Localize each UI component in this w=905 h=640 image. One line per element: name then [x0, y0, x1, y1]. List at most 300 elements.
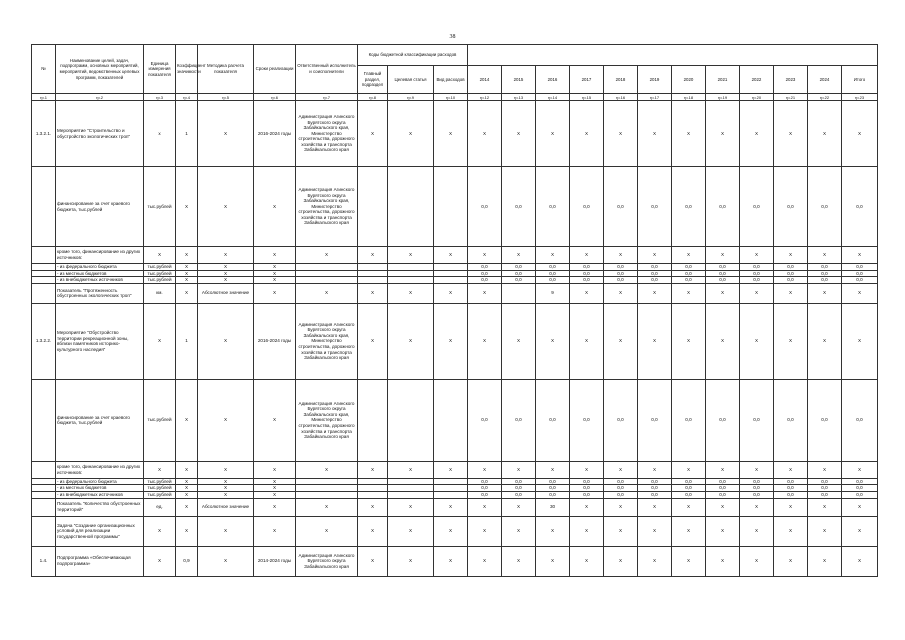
- header-year: 2019: [638, 66, 672, 94]
- table-row: [32, 264, 878, 271]
- table-row: [32, 379, 878, 461]
- table-cell: [388, 277, 434, 284]
- table-cell: - из федерального бюджета: [56, 478, 144, 485]
- header-section: Главный раздел, подраздел: [358, 66, 388, 94]
- table-cell: Х: [638, 498, 672, 516]
- table-cell: Х: [254, 283, 296, 303]
- table-cell: 0,0: [604, 270, 638, 277]
- table-cell: Х: [198, 303, 254, 379]
- table-cell: [296, 485, 358, 492]
- table-cell: [388, 485, 434, 492]
- table-cell: [434, 167, 468, 247]
- table-cell: ед.: [144, 498, 176, 516]
- table-cell: 1.4.: [32, 546, 56, 576]
- table-cell: тыс.рублей: [144, 491, 176, 498]
- table-cell: 0,0: [638, 491, 672, 498]
- table-cell: Х: [570, 546, 604, 576]
- table-cell: 0,0: [740, 270, 774, 277]
- table-cell: Х: [468, 461, 502, 478]
- table-cell: [32, 516, 56, 546]
- table-cell: 0,0: [638, 485, 672, 492]
- table-cell: 0,0: [536, 277, 570, 284]
- table-cell: 0,0: [774, 379, 808, 461]
- table-cell: Х: [254, 247, 296, 264]
- table-cell: тыс.рублей: [144, 264, 176, 271]
- table-cell: 0,0: [638, 277, 672, 284]
- table-cell: Х: [672, 303, 706, 379]
- table-cell: Х: [808, 461, 842, 478]
- table-cell: 0,9: [176, 546, 198, 576]
- table-cell: Х: [536, 516, 570, 546]
- table-cell: 2016-2024 годы: [254, 303, 296, 379]
- header-method: Методика расчета показателя: [198, 45, 254, 94]
- table-cell: Х: [434, 283, 468, 303]
- table-cell: км.: [144, 283, 176, 303]
- table-cell: Х: [570, 283, 604, 303]
- table-cell: 0,0: [536, 491, 570, 498]
- table-cell: - из федерального бюджета: [56, 264, 144, 271]
- table-cell: Х: [198, 491, 254, 498]
- table-cell: [388, 478, 434, 485]
- table-cell: 0,0: [706, 277, 740, 284]
- table-cell: Х: [358, 498, 388, 516]
- table-cell: Х: [774, 516, 808, 546]
- table-cell: Х: [842, 303, 878, 379]
- table-row: [32, 247, 878, 264]
- table-cell: Х: [434, 247, 468, 264]
- header-year: 2021: [706, 66, 740, 94]
- table-cell: Х: [502, 516, 536, 546]
- table-cell: Х: [638, 303, 672, 379]
- table-cell: Х: [536, 461, 570, 478]
- table-cell: Х: [388, 516, 434, 546]
- table-cell: 0,0: [468, 491, 502, 498]
- table-cell: Х: [604, 461, 638, 478]
- header-unit: Единица измерения показателя: [144, 45, 176, 94]
- table-cell: Х: [434, 101, 468, 167]
- table-cell: Х: [296, 247, 358, 264]
- table-cell: Задача "Создание организационных условий для реализации государственной программы": [56, 516, 144, 546]
- table-cell: тыс.рублей: [144, 485, 176, 492]
- table-cell: 0,0: [706, 270, 740, 277]
- table-cell: Х: [468, 546, 502, 576]
- table-cell: 0,0: [672, 485, 706, 492]
- table-cell: 0,0: [638, 264, 672, 271]
- table-cell: Х: [638, 516, 672, 546]
- table-cell: Х: [296, 283, 358, 303]
- column-number: гр.18: [672, 94, 706, 101]
- table-cell: кроме того, финансирование из других источников:: [56, 247, 144, 264]
- table-cell: Х: [706, 546, 740, 576]
- table-cell: Х: [774, 546, 808, 576]
- table-cell: 0,0: [468, 379, 502, 461]
- table-cell: 0,0: [808, 167, 842, 247]
- table-cell: 0,0: [468, 485, 502, 492]
- table-row: [32, 478, 878, 485]
- table-cell: [434, 491, 468, 498]
- table-cell: [358, 277, 388, 284]
- table-cell: Абсолютное значение: [198, 283, 254, 303]
- column-number: гр.16: [604, 94, 638, 101]
- table-cell: [358, 379, 388, 461]
- table-row: [32, 303, 878, 379]
- table-row: [32, 283, 878, 303]
- table-cell: [32, 461, 56, 478]
- table-cell: Х: [740, 303, 774, 379]
- table-cell: 0,0: [570, 379, 604, 461]
- table-cell: [32, 283, 56, 303]
- table-cell: Х: [358, 516, 388, 546]
- table-cell: [388, 167, 434, 247]
- table-cell: 0,0: [638, 167, 672, 247]
- table-body: [32, 101, 878, 577]
- table-cell: 0,0: [706, 264, 740, 271]
- table-cell: тыс.рублей: [144, 379, 176, 461]
- column-number: гр.3: [144, 94, 176, 101]
- table-cell: Х: [570, 461, 604, 478]
- table-cell: Х: [842, 101, 878, 167]
- table-cell: Х: [638, 283, 672, 303]
- table-cell: 0,0: [740, 478, 774, 485]
- table-cell: 9: [536, 283, 570, 303]
- table-cell: 0,0: [570, 167, 604, 247]
- table-cell: Х: [358, 461, 388, 478]
- table-cell: Х: [808, 101, 842, 167]
- table-cell: - из местных бюджетов: [56, 485, 144, 492]
- table-cell: Х: [706, 498, 740, 516]
- table-cell: Х: [706, 303, 740, 379]
- table-row: [32, 516, 878, 546]
- table-cell: 0,0: [570, 478, 604, 485]
- column-number: гр.21: [774, 94, 808, 101]
- table-cell: Х: [570, 498, 604, 516]
- table-cell: Х: [254, 478, 296, 485]
- table-cell: Мероприятие "Строительство и обустройство экологических троп": [56, 101, 144, 167]
- table-cell: Х: [570, 303, 604, 379]
- table-cell: Х: [254, 498, 296, 516]
- table-cell: Х: [740, 516, 774, 546]
- table-cell: Х: [570, 101, 604, 167]
- table-cell: Х: [198, 461, 254, 478]
- table-cell: Х: [842, 247, 878, 264]
- table-cell: 0,0: [842, 478, 878, 485]
- table-cell: Х: [254, 379, 296, 461]
- table-cell: Х: [388, 498, 434, 516]
- table-cell: - из внебюджетных источников: [56, 491, 144, 498]
- table-cell: Подпрограмма «Обеспечивающая подпрограмма»: [56, 546, 144, 576]
- table-cell: Х: [358, 546, 388, 576]
- table-cell: Х: [808, 516, 842, 546]
- table-cell: 2016-2024 годы: [254, 101, 296, 167]
- table-cell: 0,0: [604, 379, 638, 461]
- table-cell: [32, 167, 56, 247]
- table-cell: Х: [176, 485, 198, 492]
- table-cell: 0,0: [808, 379, 842, 461]
- table-cell: Х: [176, 478, 198, 485]
- table-cell: Х: [176, 264, 198, 271]
- table-cell: Х: [672, 283, 706, 303]
- table-row: [32, 277, 878, 284]
- table-cell: Х: [536, 303, 570, 379]
- table-cell: Х: [536, 546, 570, 576]
- header-year: 2017: [570, 66, 604, 94]
- table-cell: 0,0: [502, 485, 536, 492]
- table-cell: Х: [842, 546, 878, 576]
- table-cell: [32, 379, 56, 461]
- table-cell: 0,0: [774, 478, 808, 485]
- table-cell: Х: [176, 167, 198, 247]
- column-number: гр.5: [198, 94, 254, 101]
- table-row: [32, 546, 878, 576]
- table-cell: Х: [706, 461, 740, 478]
- table-cell: Х: [144, 546, 176, 576]
- table-cell: финансирование за счет краевого бюджета, тыс.рублей: [56, 379, 144, 461]
- table-cell: Х: [296, 498, 358, 516]
- table-cell: 0,0: [604, 491, 638, 498]
- column-number: гр.23: [842, 94, 878, 101]
- table-cell: Х: [740, 498, 774, 516]
- header-kind: Вид расходов: [434, 66, 468, 94]
- table-cell: [32, 277, 56, 284]
- table-cell: [388, 379, 434, 461]
- table-cell: Х: [254, 277, 296, 284]
- table-cell: [32, 498, 56, 516]
- table-cell: Х: [254, 491, 296, 498]
- column-number: гр.2: [56, 94, 144, 101]
- table-cell: Х: [638, 247, 672, 264]
- table-cell: 0,0: [570, 485, 604, 492]
- table-cell: Х: [774, 101, 808, 167]
- table-cell: 0,0: [672, 270, 706, 277]
- table-cell: Х: [502, 546, 536, 576]
- header-target: Целевая статья: [388, 66, 434, 94]
- table-cell: 0,0: [468, 270, 502, 277]
- table-row: [32, 461, 878, 478]
- table-cell: [388, 491, 434, 498]
- column-number: гр.13: [502, 94, 536, 101]
- table-cell: [358, 485, 388, 492]
- table-cell: Администрация Агинского Бурятского округа Забайкальского края, Министерство строительства, дорожного хозяйства и транспорта Забайкальского края: [296, 101, 358, 167]
- table-cell: Х: [434, 546, 468, 576]
- table-cell: Х: [198, 167, 254, 247]
- table-cell: 0,0: [672, 277, 706, 284]
- table-cell: Х: [570, 247, 604, 264]
- table-cell: 0,0: [706, 485, 740, 492]
- table-cell: кроме того, финансирование из других источников:: [56, 461, 144, 478]
- table-cell: 0,0: [468, 277, 502, 284]
- table-cell: [32, 247, 56, 264]
- table-cell: 1.3.2.2.: [32, 303, 56, 379]
- table-cell: Х: [176, 461, 198, 478]
- table-cell: 0,0: [638, 270, 672, 277]
- table-cell: Х: [198, 277, 254, 284]
- table-cell: Х: [706, 283, 740, 303]
- table-cell: Х: [468, 101, 502, 167]
- table-cell: Х: [638, 546, 672, 576]
- table-cell: 0,0: [502, 270, 536, 277]
- table-cell: 0,0: [604, 485, 638, 492]
- table-cell: Х: [740, 101, 774, 167]
- table-cell: [296, 478, 358, 485]
- table-cell: Администрация Агинского Бурятского округа Забайкальского края, Министерство строительства, дорожного хозяйства и транспорта Забайкальского края: [296, 379, 358, 461]
- table-cell: Х: [672, 498, 706, 516]
- table-cell: Х: [358, 101, 388, 167]
- table-cell: Х: [808, 303, 842, 379]
- table-cell: [32, 270, 56, 277]
- table-cell: Х: [254, 270, 296, 277]
- table-cell: Х: [176, 270, 198, 277]
- table-cell: 0,0: [774, 485, 808, 492]
- column-number: гр.10: [434, 94, 468, 101]
- table-cell: 0,0: [536, 270, 570, 277]
- table-cell: тыс.рублей: [144, 167, 176, 247]
- table-cell: Х: [774, 283, 808, 303]
- header-executor: Ответственный исполнитель и соисполнители: [296, 45, 358, 94]
- table-cell: Х: [198, 101, 254, 167]
- table-cell: Х: [388, 247, 434, 264]
- table-cell: 0,0: [638, 478, 672, 485]
- table-cell: Х: [706, 516, 740, 546]
- column-number: гр.8: [358, 94, 388, 101]
- table-cell: 0,0: [774, 277, 808, 284]
- table-cell: 0,0: [740, 167, 774, 247]
- table-cell: Х: [502, 247, 536, 264]
- table-cell: Х: [842, 516, 878, 546]
- table-cell: Х: [254, 167, 296, 247]
- table-cell: 0,0: [502, 478, 536, 485]
- table-cell: 0,0: [740, 485, 774, 492]
- table-cell: 0,0: [570, 264, 604, 271]
- table-cell: 0,0: [536, 264, 570, 271]
- table-cell: Х: [198, 485, 254, 492]
- header-year: 2022: [740, 66, 774, 94]
- table-cell: Х: [672, 516, 706, 546]
- table-row: [32, 167, 878, 247]
- table-cell: 0,0: [808, 277, 842, 284]
- table-cell: Х: [254, 461, 296, 478]
- table-cell: [388, 270, 434, 277]
- table-cell: 0,0: [468, 478, 502, 485]
- table-cell: Х: [842, 498, 878, 516]
- table-cell: Х: [358, 247, 388, 264]
- table-cell: Х: [468, 303, 502, 379]
- table-cell: 0,0: [672, 478, 706, 485]
- table-cell: 0,0: [604, 277, 638, 284]
- table-cell: Х: [604, 516, 638, 546]
- header-budget-codes: Коды бюджетной классификации расходов: [358, 45, 468, 66]
- table-cell: 0,0: [740, 264, 774, 271]
- table-cell: Х: [358, 283, 388, 303]
- table-cell: [434, 379, 468, 461]
- table-cell: 0,0: [502, 264, 536, 271]
- table-cell: Х: [842, 283, 878, 303]
- table-cell: х: [144, 101, 176, 167]
- table-cell: [296, 264, 358, 271]
- table-cell: Х: [198, 264, 254, 271]
- table-cell: 0,0: [774, 167, 808, 247]
- table-cell: 0,0: [808, 270, 842, 277]
- table-cell: 0,0: [672, 491, 706, 498]
- table-cell: 0,0: [774, 264, 808, 271]
- table-cell: Х: [808, 247, 842, 264]
- table-cell: Х: [388, 101, 434, 167]
- table-cell: 0,0: [502, 379, 536, 461]
- column-number: гр.15: [570, 94, 604, 101]
- table-cell: Х: [296, 516, 358, 546]
- table-cell: Х: [740, 283, 774, 303]
- table-cell: тыс.рублей: [144, 277, 176, 284]
- table-cell: Х: [740, 546, 774, 576]
- table-cell: [358, 264, 388, 271]
- table-cell: 0,0: [842, 277, 878, 284]
- table-cell: [388, 264, 434, 271]
- table-cell: Х: [434, 498, 468, 516]
- table-cell: Х: [176, 247, 198, 264]
- page-number: 38: [449, 34, 456, 40]
- table-cell: Х: [808, 546, 842, 576]
- table-cell: Х: [198, 478, 254, 485]
- table-cell: Х: [198, 247, 254, 264]
- table-cell: 0,0: [808, 485, 842, 492]
- table-cell: 0,0: [740, 277, 774, 284]
- table-cell: Администрация Агинского Бурятского округа Забайкальского края: [296, 546, 358, 576]
- table-cell: 0,0: [604, 478, 638, 485]
- table-cell: Х: [468, 498, 502, 516]
- table-cell: Х: [254, 516, 296, 546]
- table-cell: 0,0: [536, 478, 570, 485]
- column-number: гр.4: [176, 94, 198, 101]
- table-cell: 1.3.2.1.: [32, 101, 56, 167]
- column-number: гр.9: [388, 94, 434, 101]
- column-number: гр.12: [468, 94, 502, 101]
- table-cell: 1: [176, 101, 198, 167]
- table-cell: 0,0: [672, 167, 706, 247]
- table-cell: Х: [468, 516, 502, 546]
- table-cell: 0,0: [706, 167, 740, 247]
- table-cell: Х: [604, 546, 638, 576]
- table-cell: Х: [604, 247, 638, 264]
- table-cell: Х: [176, 379, 198, 461]
- table-cell: Х: [144, 303, 176, 379]
- program-table: [31, 44, 878, 577]
- table-row: [32, 101, 878, 167]
- column-number: гр.6: [254, 94, 296, 101]
- table-cell: Администрация Агинского Бурятского округа Забайкальского края, Министерство строительства, дорожного хозяйства и транспорта Забайкальского края: [296, 303, 358, 379]
- column-number: гр.1: [32, 94, 56, 101]
- table-cell: Х: [774, 461, 808, 478]
- table-cell: 0,0: [808, 264, 842, 271]
- table-cell: Х: [808, 498, 842, 516]
- table-cell: Х: [672, 461, 706, 478]
- column-number: гр.20: [740, 94, 774, 101]
- header-total: Итого: [842, 66, 878, 94]
- table-cell: 0,0: [570, 270, 604, 277]
- table-cell: [358, 491, 388, 498]
- table-cell: 0,0: [604, 264, 638, 271]
- table-cell: 0,0: [774, 491, 808, 498]
- table-cell: Х: [604, 303, 638, 379]
- table-cell: Х: [176, 516, 198, 546]
- table-cell: Х: [254, 264, 296, 271]
- table-cell: Х: [198, 270, 254, 277]
- table-cell: 0,0: [842, 270, 878, 277]
- table-cell: Х: [774, 247, 808, 264]
- table-cell: Х: [434, 461, 468, 478]
- table-cell: 0,0: [604, 167, 638, 247]
- table-cell: Х: [434, 303, 468, 379]
- table-cell: Х: [254, 485, 296, 492]
- table-cell: 0,0: [672, 264, 706, 271]
